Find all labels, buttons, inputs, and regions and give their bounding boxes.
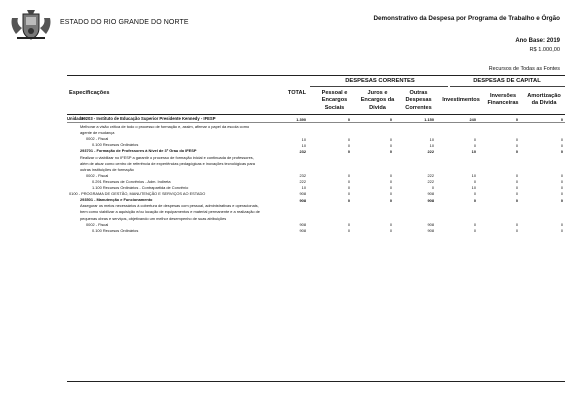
row-invest-value: 10 bbox=[471, 185, 476, 191]
group-current-label: DESPESAS CORRENTES bbox=[345, 78, 415, 84]
state-name: ESTADO DO RIO GRANDE DO NORTE bbox=[60, 19, 189, 26]
row-total-value: 908 bbox=[299, 191, 306, 197]
row-text: Assegurar os meios necessários à cobertura de despesas com pessoal, administrativas e operacionais, bbox=[80, 203, 259, 209]
row-juros-value: 0 bbox=[389, 179, 392, 185]
table-top-rule bbox=[67, 75, 565, 76]
row-outras-value: 10 bbox=[429, 142, 434, 148]
row-outras-value: 0 bbox=[431, 185, 434, 191]
row-inversoes-value: 0 bbox=[515, 148, 518, 154]
col-amort-header: Amortização da Dívida bbox=[527, 93, 561, 107]
row-amort-value: 0 bbox=[560, 136, 563, 142]
row-outras-value: 222 bbox=[427, 179, 434, 185]
row-amort-value: 0 bbox=[560, 228, 563, 233]
row-pessoal-value: 0 bbox=[347, 179, 350, 185]
group-current-rule bbox=[310, 86, 448, 87]
row-amort-value: 0 bbox=[560, 148, 563, 154]
row-text: 0100 - PROGRAMA DE GESTÃO, MANUTENÇÃO E SERVIÇOS AO ESTADO bbox=[69, 191, 206, 197]
row-total-value: 10 bbox=[301, 185, 306, 191]
row-total-value: 232 bbox=[299, 148, 306, 154]
row-invest-value: 10 bbox=[471, 148, 476, 154]
row-text: Realizar o viabilizar no IFESP a garantir o processo de formação inicial e continuada de professores, bbox=[80, 154, 254, 160]
row-pessoal-value: 0 bbox=[347, 221, 350, 227]
row-juros-value: 0 bbox=[389, 142, 392, 148]
row-juros-value: 0 bbox=[389, 228, 392, 233]
row-text: 0.100 Recursos Ordinários bbox=[92, 142, 139, 148]
row-text: 0002 - Fiscal bbox=[86, 221, 109, 227]
col-total-header: TOTAL bbox=[287, 90, 306, 96]
row-outras-value: 908 bbox=[427, 197, 434, 203]
row-inversoes-value: 0 bbox=[515, 191, 518, 197]
row-total-value: 908 bbox=[299, 221, 306, 227]
unit-row-rule bbox=[67, 122, 565, 123]
unit-total-value: 1.390 bbox=[296, 116, 306, 122]
row-text: agente de mudança bbox=[80, 130, 115, 136]
row-text: além de atuar como centro de referência de experiências pedagógicas e inovações tecnológicas para bbox=[80, 160, 255, 166]
row-invest-value: 0 bbox=[473, 221, 476, 227]
row-outras-value: 222 bbox=[427, 148, 434, 154]
row-text: 293501 - Manutenção e Funcionamento bbox=[80, 197, 153, 203]
row-text: 0.100 Recursos Ordinários bbox=[92, 227, 139, 233]
row-inversoes-value: 0 bbox=[515, 185, 518, 191]
row-amort-value: 0 bbox=[560, 173, 563, 179]
row-inversoes-value: 0 bbox=[515, 228, 518, 233]
row-amort-value: 0 bbox=[560, 191, 563, 197]
row-outras-value: 908 bbox=[427, 191, 434, 197]
row-pessoal-value: 0 bbox=[347, 148, 350, 154]
row-text: 293701 - Formação de Professores à Nível de 3º Grau do IFESP bbox=[80, 148, 197, 154]
col-pessoal-header: Pessoal e Encargos Sociais bbox=[321, 90, 348, 111]
currency-unit: R$ 1.000,00 bbox=[529, 47, 560, 53]
sources-note: Recursos de Todas as Fontes bbox=[488, 66, 560, 72]
col-invest-header: Investimentos bbox=[442, 97, 480, 103]
table-bottom-rule bbox=[67, 381, 565, 382]
row-total-value: 232 bbox=[299, 173, 306, 179]
row-juros-value: 0 bbox=[389, 148, 392, 154]
group-capital-rule bbox=[450, 86, 565, 87]
row-text: bem como viabilizar a aquisição e/ou locação de equipamentos e material permanente e a realização de bbox=[80, 209, 260, 215]
state-coat-of-arms-icon bbox=[8, 8, 54, 44]
row-pessoal-value: 0 bbox=[347, 228, 350, 233]
row-inversoes-value: 0 bbox=[515, 221, 518, 227]
unit-inversoes-value: 0 bbox=[515, 116, 518, 122]
row-text: 1.100 Recursos Ordinários - Contrapartida de Convênio bbox=[92, 185, 189, 190]
unit-invest-value: 240 bbox=[469, 116, 476, 122]
row-juros-value: 0 bbox=[389, 197, 392, 203]
row-inversoes-value: 0 bbox=[515, 136, 518, 142]
row-inversoes-value: 0 bbox=[515, 173, 518, 179]
row-inversoes-value: 0 bbox=[515, 197, 518, 203]
group-capital-label: DESPESAS DE CAPITAL bbox=[473, 78, 541, 84]
row-juros-value: 0 bbox=[389, 185, 392, 191]
unit-outras-value: 1.150 bbox=[424, 116, 434, 122]
row-pessoal-value: 0 bbox=[347, 191, 350, 197]
unit-label: Unidade bbox=[67, 116, 84, 121]
row-total-value: 908 bbox=[299, 228, 306, 233]
row-pessoal-value: 0 bbox=[347, 185, 350, 191]
row-outras-value: 222 bbox=[427, 173, 434, 179]
row-juros-value: 0 bbox=[389, 221, 392, 227]
row-total-value: 10 bbox=[301, 142, 306, 148]
col-outras-header: Outras Despesas Correntes bbox=[405, 90, 432, 111]
row-pessoal-value: 0 bbox=[347, 136, 350, 142]
row-total-value: 222 bbox=[299, 179, 306, 185]
row-text: 0002 - Fiscal bbox=[86, 136, 109, 142]
row-invest-value: 0 bbox=[473, 142, 476, 148]
unit-amort-value: 0 bbox=[560, 116, 563, 122]
row-invest-value: 0 bbox=[473, 228, 476, 233]
row-total-value: 10 bbox=[301, 136, 306, 142]
row-invest-value: 0 bbox=[473, 197, 476, 203]
unit-pessoal-value: 0 bbox=[347, 116, 350, 122]
unit-juros-value: 0 bbox=[389, 116, 392, 122]
row-text: Melhorar a visão crítica de todo o processo de formação e, assim, afirmar o papel da escola como bbox=[80, 124, 250, 129]
row-invest-value: 10 bbox=[471, 173, 476, 179]
col-juros-header: Juros e Encargos da Dívida bbox=[360, 90, 395, 111]
base-year: Ano Base: 2019 bbox=[515, 38, 560, 44]
row-inversoes-value: 0 bbox=[515, 179, 518, 185]
row-juros-value: 0 bbox=[389, 136, 392, 142]
row-amort-value: 0 bbox=[560, 142, 563, 148]
row-pessoal-value: 0 bbox=[347, 142, 350, 148]
row-juros-value: 0 bbox=[389, 191, 392, 197]
report-title: Demonstrativo da Despesa por Programa de Trabalho e Órgão bbox=[373, 15, 560, 22]
row-outras-value: 908 bbox=[427, 221, 434, 227]
table-header-rule bbox=[67, 114, 565, 115]
row-amort-value: 0 bbox=[560, 179, 563, 185]
row-invest-value: 0 bbox=[473, 191, 476, 197]
unit-name: 19203 - Instituto de Educação Superior Presidente Kennedy - IFESP bbox=[81, 116, 216, 121]
row-pessoal-value: 0 bbox=[347, 173, 350, 179]
row-amort-value: 0 bbox=[560, 221, 563, 227]
row-text: outras instituições de formação bbox=[80, 166, 134, 172]
col-inversoes-header: Inversões Financeiras bbox=[487, 93, 519, 107]
row-pessoal-value: 0 bbox=[347, 197, 350, 203]
row-invest-value: 0 bbox=[473, 136, 476, 142]
row-text: pequenas obras e serviços, objetivando um melhor desempenho de suas atribuições bbox=[80, 215, 227, 221]
row-text: 0002 - Fiscal bbox=[86, 172, 109, 178]
row-outras-value: 10 bbox=[429, 136, 434, 142]
row-text: 0.291 Recursos de Convênios - Adm. Indireta bbox=[92, 178, 171, 184]
col-spec-header: Especificações bbox=[69, 90, 110, 96]
row-amort-value: 0 bbox=[560, 197, 563, 203]
row-total-value: 908 bbox=[299, 197, 306, 203]
row-outras-value: 908 bbox=[427, 228, 434, 233]
row-inversoes-value: 0 bbox=[515, 142, 518, 148]
row-juros-value: 0 bbox=[389, 173, 392, 179]
row-amort-value: 0 bbox=[560, 185, 563, 191]
row-invest-value: 0 bbox=[473, 179, 476, 185]
